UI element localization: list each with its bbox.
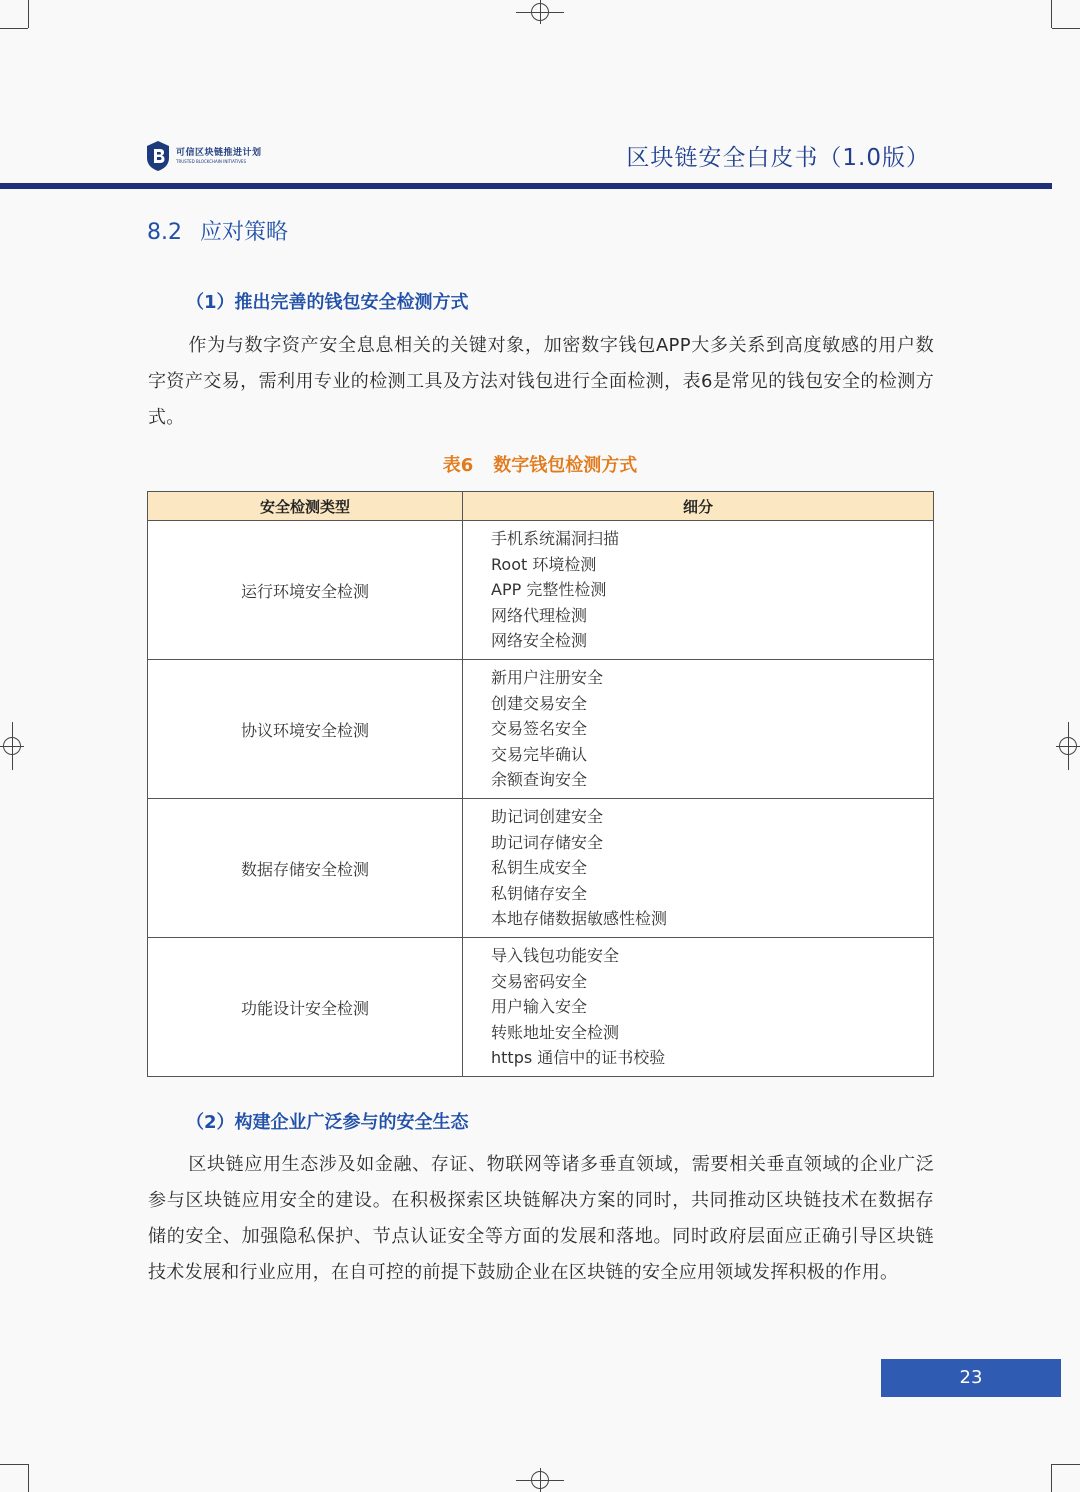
list-item: 导入钱包功能安全 — [491, 946, 620, 966]
list-item: 交易签名安全 — [491, 719, 588, 739]
table-cell-subitems — [463, 799, 934, 938]
table-cell-subitems — [463, 660, 934, 799]
document-title: 区块链安全白皮书（1.0版） — [626, 145, 930, 171]
page-number: 23 — [881, 1359, 1061, 1397]
blockchain-shield-icon — [146, 140, 170, 172]
crop-mark-tl-h — [0, 28, 28, 29]
crop-mark-tr-v — [1051, 0, 1052, 28]
section-number: 8.2 — [147, 220, 182, 245]
list-item: 私钥生成安全 — [491, 858, 588, 878]
list-item: 助记词创建安全 — [491, 807, 604, 827]
header-rule — [0, 183, 1052, 189]
table-header-type: 安全检测类型 — [148, 492, 463, 521]
logo-cn-text: 可信区块链推进计划 — [176, 147, 262, 158]
crop-mark-tl-v — [28, 0, 29, 28]
crop-mark-br-h — [1052, 1464, 1080, 1465]
list-item: 私钥储存安全 — [491, 883, 588, 903]
section-title: 应对策略 — [200, 220, 289, 245]
table-caption-number: 表6 — [442, 455, 474, 476]
table-cell-type: 协议环境安全检测 — [148, 660, 463, 799]
subsection-1-paragraph — [148, 328, 934, 436]
list-item: 余额查询安全 — [491, 770, 588, 790]
registration-line-left-v — [12, 722, 13, 770]
wallet-detection-table — [147, 491, 934, 1077]
list-item: https 通信中的证书校验 — [491, 1048, 666, 1068]
list-item: APP 完整性检测 — [491, 580, 607, 600]
list-item: 交易完毕确认 — [491, 744, 588, 764]
table-cell-type: 运行环境安全检测 — [148, 521, 463, 660]
logo-en-text: TRUSTED BLOCKCHAIN INITIATIVES — [176, 158, 246, 164]
subsection-1-text: 作为与数字资产安全息息相关的关键对象，加密数字钱包APP大多关系到高度敏感的用户数字资产交易，需利用专业的检测工具及方法对钱包进行全面检测，表6是常见的钱包安全的检测方式。 — [148, 335, 934, 428]
table-caption-title: 数字钱包检测方式 — [493, 455, 638, 476]
list-item: 创建交易安全 — [491, 693, 588, 713]
table-cell-type: 数据存储安全检测 — [148, 799, 463, 938]
list-item: 网络代理检测 — [491, 605, 588, 625]
table-cell-subitems — [463, 938, 934, 1077]
registration-line-bottom-v — [540, 1468, 541, 1492]
list-item: 新用户注册安全 — [491, 668, 604, 688]
section-heading — [147, 215, 288, 246]
list-item: 网络安全检测 — [491, 631, 588, 651]
table-row — [148, 521, 934, 660]
list-item: 转账地址安全检测 — [491, 1022, 620, 1042]
table-row — [148, 938, 934, 1077]
table-header-subitems: 细分 — [463, 492, 934, 521]
crop-mark-br-v — [1051, 1464, 1052, 1492]
list-item: 交易密码安全 — [491, 971, 588, 991]
registration-line-top-v — [540, 0, 541, 24]
table-row — [148, 799, 934, 938]
subsection-2-paragraph — [148, 1147, 934, 1291]
list-item: 用户输入安全 — [491, 997, 588, 1017]
header-logo — [146, 140, 262, 172]
crop-mark-tr-h — [1052, 28, 1080, 29]
subsection-2-heading: （2）构建企业广泛参与的安全生态 — [186, 1112, 469, 1133]
crop-mark-bl-h — [0, 1464, 28, 1465]
list-item: 助记词存储安全 — [491, 832, 604, 852]
crop-mark-bl-v — [28, 1464, 29, 1492]
table-cell-type: 功能设计安全检测 — [148, 938, 463, 1077]
table-caption — [0, 451, 1080, 477]
table-header-row — [148, 492, 934, 521]
subsection-1-heading: （1）推出完善的钱包安全检测方式 — [186, 292, 469, 313]
registration-line-right-v — [1068, 722, 1069, 770]
list-item: Root 环境检测 — [491, 554, 597, 574]
table-cell-subitems — [463, 521, 934, 660]
list-item: 手机系统漏洞扫描 — [491, 529, 620, 549]
list-item: 本地存储数据敏感性检测 — [491, 909, 668, 929]
subsection-2-text: 区块链应用生态涉及如金融、存证、物联网等诸多垂直领域，需要相关垂直领域的企业广泛参与区块链应用安全的建设。在积极探索区块链解决方案的同时，共同推动区块链技术在数据存储的安全、加强隐私保护、节点认证安全等方面的发展和落地。同时政府层面应正确引导区块链技术发展和行业应用，在自可控的前提下鼓励企业在区块链的安全应用领域发挥积极的作用。 — [148, 1154, 934, 1283]
table-row — [148, 660, 934, 799]
